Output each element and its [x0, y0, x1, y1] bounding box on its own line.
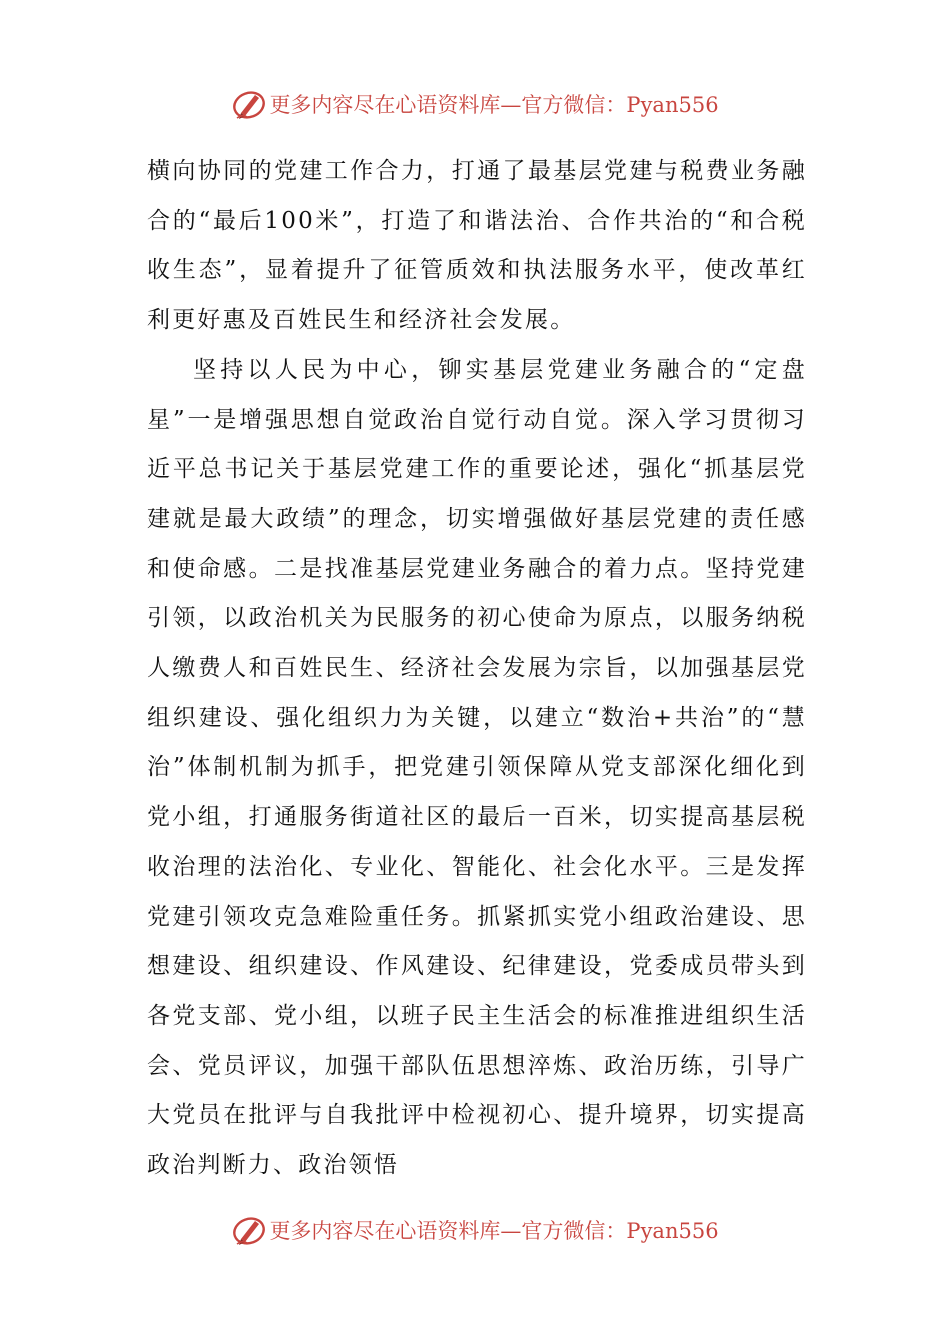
footer-banner	[0, 1210, 950, 1250]
pen-logo-icon	[231, 1212, 267, 1248]
document-body	[147, 147, 807, 1191]
paragraph-main: 坚持以人民为中心，铆实基层党建业务融合的“定盘星”一是增强思想自觉政治自觉行动自觉。深入学习贯彻习近平总书记关于基层党建工作的重要论述，强化“抓基层党建就是最大政绩”的理念，切实增强做好基层党建的责任感和使命感。二是找准基层党建业务融合的着力点。坚持党建引领，以政治机关为民服务的初心使命为原点，以服务纳税人缴费人和百姓民生、经济社会发展为宗旨，以加强基层党组织建设、强化组织力为关键，以建立“数治+共治”的“慧治”体制机制为抓手，把党建引领保障从党支部深化细化到党小组，打通服务街道社区的最后一百米，切实提高基层税收治理的法治化、专业化、智能化、社会化水平。三是发挥党建引领攻克急难险重任务。抓紧抓实党小组政治建设、思想建设、组织建设、作风建设、纪律建设，党委成员带头到各党支部、党小组，以班子民主生活会的标准推进组织生活会、党员评议，加强干部队伍思想淬炼、政治历练，引导广大党员在批评与自我批评中检视初心、提升境界，切实提高政治判断力、政治领悟	[147, 356, 807, 1179]
header-banner-text: 更多内容尽在心语资料库—官方微信：Pyan556	[269, 93, 719, 117]
footer-banner-text: 更多内容尽在心语资料库—官方微信：Pyan556	[269, 1219, 719, 1243]
pen-logo-icon	[231, 86, 267, 122]
paragraph-continuation: 横向协同的党建工作合力，打通了最基层党建与税费业务融合的“最后100米”，打造了和谐法治、合作共治的“和合税收生态”，显着提升了征管质效和执法服务水平，使改革红利更好惠及百姓民生和经济社会发展。	[147, 158, 807, 334]
header-banner	[0, 84, 950, 124]
